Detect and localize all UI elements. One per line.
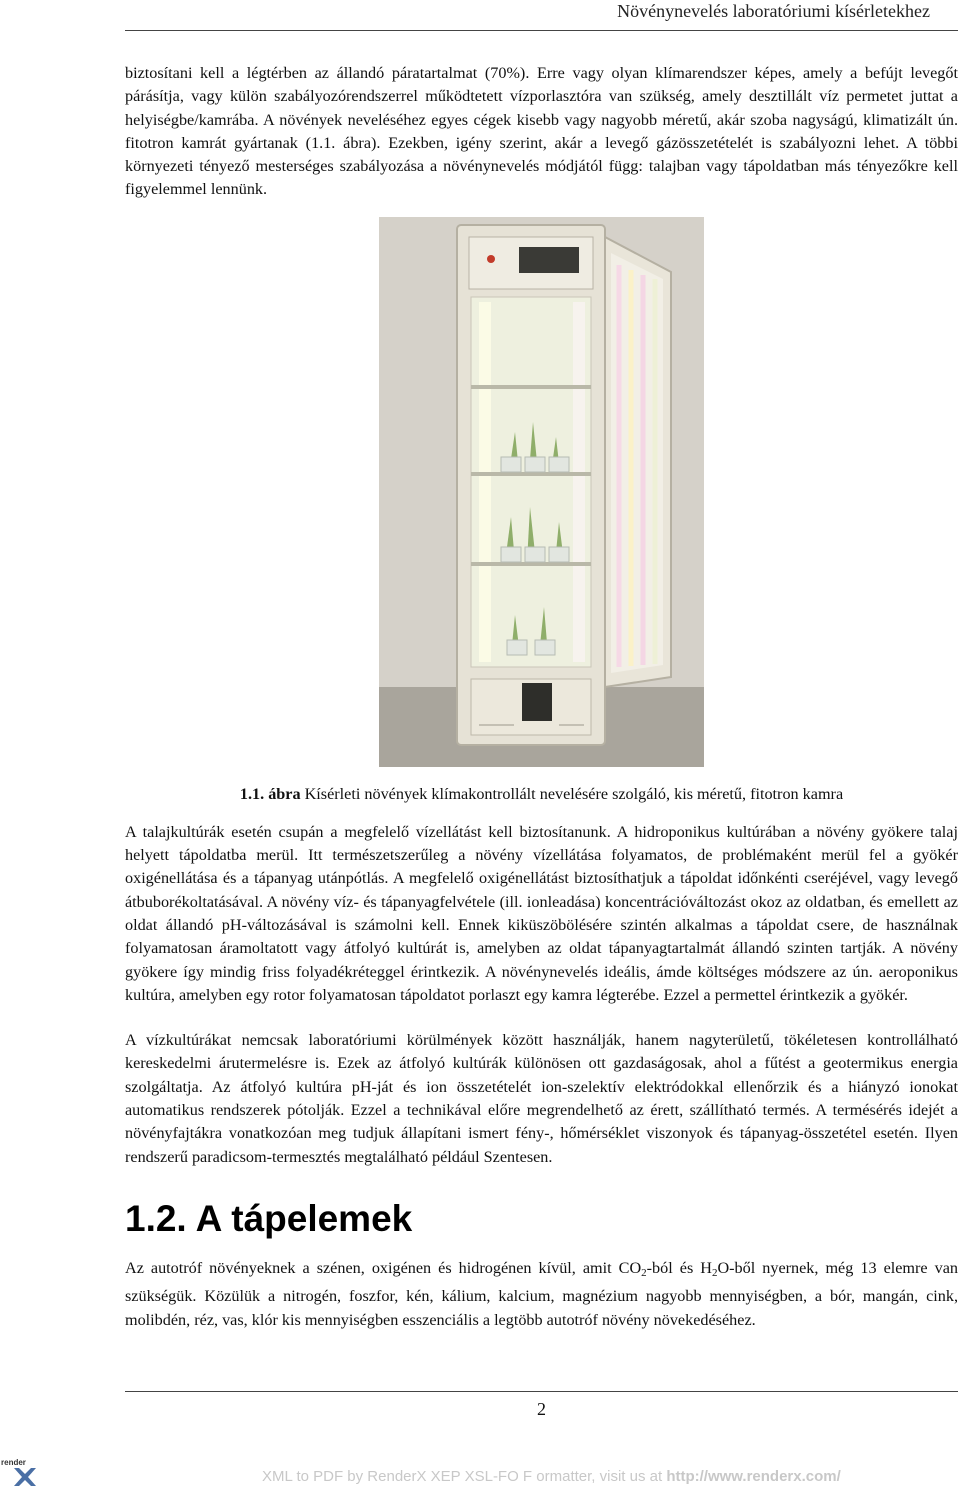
paragraph-2: A talajkultúrák esetén csupán a megfelelő vízellátást kell biztosítanunk. A hidroponikus kultúrában a növény gyökere talaj helyett tápoldatba merül. Itt természetszerűleg a növény vízellátása folyamatos, de problémaként merül fel a gyökér oxigénellátása és a tápanyag utánpótlás. A megfelelő oxigénellátást biztosíthatjuk a tápoldat időnkénti cseréjével, vagy levegő átbuborékoltatásával. A növény víz- és tápanyagfelvétele (ill. ionleadása) koncentrációváltozást okoz az oldatban, és emellett az oldat állandó pH-változásával is számolni kell. Ennek kiküszöbölésére szintén alkalmas a tápoldat csere, de használnak folyamatosan áramoltatott vagy átfolyó kultúrát is, amelyben az oldat tápanyagtartalmát állandó szinten tartják. A növény gyökere így mindig friss folyadékréteggel érintkezik. A növénynevelés ideális, ámde költséges módszere az ún. aeroponikus kultúra, amelyben egy rotor folyamatosan tápoldatot porlaszt egy kamra légterébe. Ezzel a permettel érintkezik a gyökér. [125,822,958,1004]
phytotron-illustration [379,217,704,767]
paragraph-4-part-2: -ból és H [646,1258,712,1277]
figure-caption-number: 1.1. ábra [239,784,301,803]
figure-caption [240,783,843,805]
paragraph-4-part-3: O-ből nyernek, még 13 elemre van szükségük. Közülük a nitrogén, foszfor, kén, kálium, kalcium, magnézium nagyobb mennyiségben, a bór, mangán, cink, molibdén, réz, vas, klór kis mennyiségben esszenciális a legtöbb autotróf növény növekedéséhez. [125,1258,958,1329]
paragraph-1: biztosítani kell a légtérben az állandó páratartalmat (70%). Erre vagy olyan klímarendszer képes, amely a befújt levegőt párásítja, vagy külön szabályozórendszerrel működtetett vízporlasztóra van szükség, amely desztillált víz permetet juttat a helyiségbe/kamrába. A növények neveléséhez egyes cégek kisebb vagy nagyobb méretű, akár szoba nagyságú, klimatizált ún. fitotron kamrát gyártanak (1.1. ábra). Ezekben, igény szerint, akár a levegő gázösszetételét is szabályozni lehet. A többi környezeti tényező mesterséges szabályozása a növénynevelés módjától függ: talajban vagy tápoldatban más tényezőkre kell figyelemmel lennünk. [125,64,958,199]
phytotron-chamber-photo [379,217,704,767]
page-content [125,62,958,1332]
page-number: 2 [537,1399,546,1419]
header-rule [125,30,958,31]
producer-note [262,1468,841,1485]
renderx-link[interactable]: http://www.renderx.com/ [666,1468,841,1485]
running-title: Növénynevelés laboratóriumi kísérletekhez [617,1,930,21]
paragraph-3: A vízkultúrákat nemcsak laboratóriumi körülmények között használják, hanem nagyterületű, tökéletesen kontrollálható kereskedelmi árutermelésre is. Ezek az átfolyó kultúrák különösen ott gazdaságosak, ahol a fűtést a geotermikus energia szolgáltatja. Az átfolyó kultúra pH-ját és ion összetételét ion-szelektív elektródokkal ellenőrzik és a hiányzó ionokat automatikus rendszerek pótolják. Ezzel a technikával előre megrendelhető az érett, szállítható termés. A termésérés idejét a növényfajtákra vonatkozóan meg tudjuk állapítani ismert fény-, hőmérséklet viszonyok és tápanyag-összetétel esetén. Ilyen rendszerű paradicsom-termesztés megtalálható például Szentesen. [125,1031,958,1166]
figure-1-1 [125,217,958,805]
section-heading: 1.2. A tápelemek [125,1197,413,1239]
producer-text: XML to PDF by RenderX XEP XSL-FO F ormatter, visit us at [262,1468,667,1485]
figure-caption-text: Kísérleti növények klímakontrollált nevelésére szolgáló, kis méretű, fitotron kamra [304,784,844,803]
paragraph-4-part-1: Az autotróf növényeknek a szénen, oxigénen és hidrogénen kívül, amit CO [125,1258,642,1277]
paragraph-4 [125,1257,958,1332]
footer-rule [125,1391,958,1392]
renderx-logo-icon [0,1456,40,1486]
subscript-2-h2o: 2 [711,1266,718,1279]
renderx-logo-text: render [1,1458,26,1467]
subscript-2-co2: 2 [641,1266,647,1279]
